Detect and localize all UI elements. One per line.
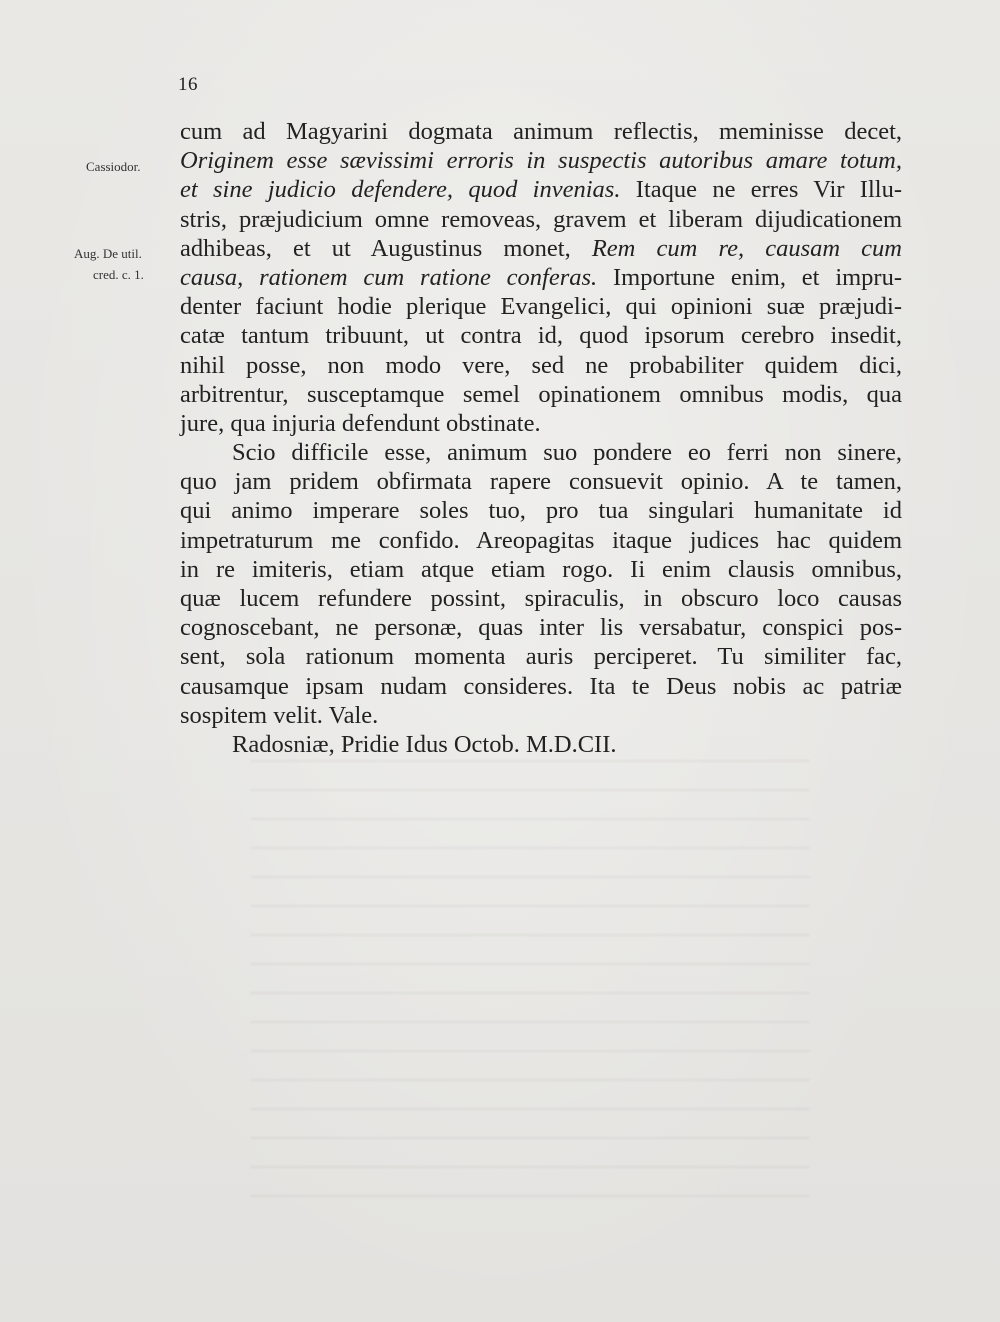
show-through-text (250, 760, 810, 1200)
text-line: jure, qua injuria defendunt obstinate. (180, 409, 541, 437)
text-line: Originem esse sævissimi erroris in suspectis autoribus amare totum, (180, 147, 902, 175)
text-line: catæ tantum tribuunt, ut contra id, quod ipsorum cerebro insedit, (180, 322, 902, 350)
text-line: denter faciunt hodie plerique Evangelici, qui opinioni suæ præjudi- (180, 293, 902, 321)
text-line: causamque ipsam nudam consideres. Ita te Deus nobis ac patriæ (180, 672, 902, 700)
text-line: quæ lucem refundere possint, spiraculis, in obscuro loco causas (180, 585, 902, 612)
marginal-note-cassiodor: Cassiodor. (86, 159, 141, 174)
marginal-note-augustine: Aug. De util. (74, 246, 142, 261)
text-line: sospitem velit. Vale. (180, 701, 379, 729)
text-line: cognoscebant, ne personæ, quas inter lis versabatur, conspici pos- (180, 614, 902, 642)
marginal-note-augustine-ref: cred. c. 1. (93, 267, 144, 282)
text-run: Importune enim, et impru- (597, 263, 902, 291)
italic-quote: causa, rationem cum ratione conferas. (180, 263, 598, 291)
text-run: adhibeas, et ut Augustinus monet, (180, 234, 592, 262)
text-line: nihil posse, non modo vere, sed ne probabiliter quidem dici, (180, 351, 902, 379)
text-line: quo jam pridem obfirmata rapere consuevit opinio. A te tamen, (180, 468, 902, 496)
italic-quote: Rem cum re, causam cum (591, 234, 902, 262)
italic-quote: et sine judicio defendere, quod invenias. (180, 176, 621, 204)
text-line: impetraturum me confido. Areopagitas itaque judices hac quidem (180, 526, 902, 554)
text-run: Itaque ne erres Vir Illu- (620, 176, 902, 204)
page-number: 16 (178, 74, 198, 95)
text-line (180, 175, 902, 204)
text-line: qui animo imperare soles tuo, pro tua singulari humanitate id (180, 497, 902, 525)
text-line (180, 263, 902, 292)
text-line: arbitrentur, susceptamque semel opinationem omnibus modis, qua (180, 380, 902, 408)
text-line: sent, sola rationum momenta auris perciperet. Tu similiter fac, (180, 643, 902, 671)
text-line (180, 234, 902, 263)
body-text (180, 117, 902, 759)
text-line: stris, præjudicium omne removeas, gravem et liberam dijudicationem (180, 205, 902, 233)
closing-dateline: Radosniæ, Pridie Idus Octob. M.D.CII. (232, 730, 617, 758)
text-line: cum ad Magyarini dogmata animum reflectis, meminisse decet, (180, 118, 902, 145)
text-line: Scio difficile esse, animum suo pondere eo ferri non sinere, (232, 439, 902, 467)
text-line: in re imiteris, etiam atque etiam rogo. Ii enim clausis omnibus, (180, 555, 902, 583)
